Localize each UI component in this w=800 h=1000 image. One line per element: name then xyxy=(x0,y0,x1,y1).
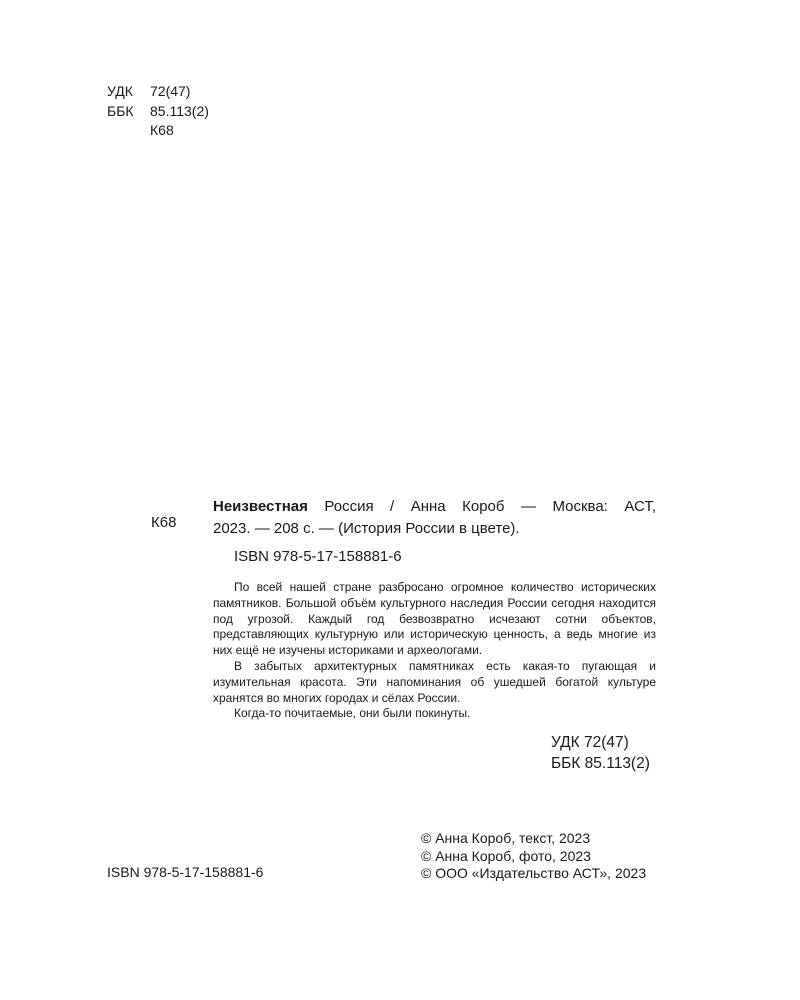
bbk-row xyxy=(107,102,209,122)
bibliographic-line-2: 2023. — 208 с. — (История России в цвете). xyxy=(213,520,520,537)
bibliographic-line-1 xyxy=(213,496,656,518)
catalog-author-mark: К68 xyxy=(151,514,177,531)
top-classification-index xyxy=(107,82,209,141)
udk-row xyxy=(107,82,209,102)
bibliographic-description xyxy=(213,496,656,540)
annotation-paragraph: В забытых архитектурных памятниках есть какая-то пугающая и изумительная красота. Эти напоминания об ушедшей богатой культуре хранятся во многих городах и сёлах России. xyxy=(213,658,656,705)
udk-code: УДК 72(47) xyxy=(551,734,629,751)
annotation xyxy=(213,580,656,722)
copyright-line: © Анна Короб, фото, 2023 xyxy=(421,847,591,864)
udk-label: УДК xyxy=(107,83,133,99)
book-title-bold: Неизвестная xyxy=(213,498,308,515)
author-mark: К68 xyxy=(150,122,174,138)
annotation-paragraph: По всей нашей стране разбросано огромное количество исторических памятников. Большой объём культурного наследия России сегодня находится под угрозой. Каждый год безвозвратно исчезают сотни объектов, представляющих культурную или историческую ценность, а ведь многие из них ещё не изучены историками и археологами. xyxy=(213,580,656,658)
copyright-block xyxy=(421,830,646,883)
annotation-paragraph: Когда-то почитаемые, они были покинуты. xyxy=(234,706,471,721)
udk-value: 72(47) xyxy=(150,83,191,99)
copyright-line: © ООО «Издательство АСТ», 2023 xyxy=(421,865,647,881)
bbk-label: ББК xyxy=(107,102,134,119)
udk-bbk-block xyxy=(551,732,650,774)
isbn-bottom: ISBN 978-5-17-158881-6 xyxy=(107,864,264,880)
bbk-value: 85.113(2) xyxy=(150,102,209,119)
copyright-line: © Анна Короб, текст, 2023 xyxy=(421,830,591,846)
isbn-catalog: ISBN 978-5-17-158881-6 xyxy=(234,548,402,565)
author-mark-row xyxy=(107,121,209,141)
bibliographic-line-1-rest: Россия / Анна Короб — Москва: АСТ, xyxy=(324,498,656,515)
bbk-code: ББК 85.113(2) xyxy=(551,755,650,772)
